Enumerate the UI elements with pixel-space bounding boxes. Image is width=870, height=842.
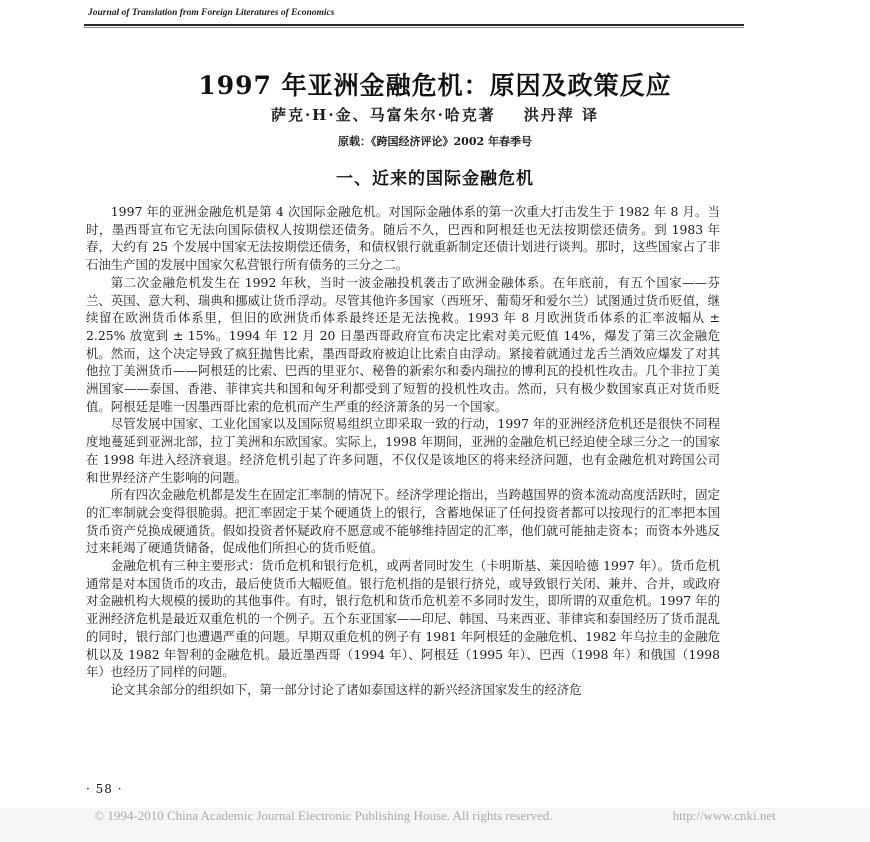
article-body — [86, 203, 720, 699]
footer — [0, 808, 870, 824]
source-note: 原载：《跨国经济评论》2002 年春季号 — [338, 135, 532, 148]
page-number: · 58 · — [86, 782, 123, 796]
paragraph: 第二次金融危机发生在 1992 年秋，当时一波金融投机袭击了欧洲金融体系。在年底前，有五个国家——芬兰、英国、意大利、瑞典和挪威让货币浮动。尽管其他许多国家（西班牙、葡萄牙和爱尔兰）试图通过货币贬值，继续留在欧洲货币体系里，但旧的欧洲货币体系最终还是无法挽救。1993 年 8 月欧洲货币体系的汇率波幅从 ± 2.25% 放宽到 ± 15%。1994 年 12 月 20 日墨西哥政府宣布决定比索对美元贬值 14%，爆发了第三次金融危机。然而，这个决定导致了疯狂抛售比索，墨西哥政府被迫让比索自由浮动。紧接着就通过龙舌兰酒效应爆发了对其他拉丁美洲货币——阿根廷的比索、巴西的里亚尔、秘鲁的新索尔和委内瑞拉的博利瓦的投机性攻击。几个非拉丁美洲国家——泰国、香港、菲律宾共和国和匈牙利都受到了短暂的投机性攻击。然而，只有极少数国家真正对货币贬值。阿根廷是唯一因墨西哥比索的危机而产生严重的经济萧条的另一个国家。 — [86, 274, 720, 414]
byline — [60, 104, 810, 125]
paragraph: 论文其余部分的组织如下，第一部分讨论了诸如泰国这样的新兴经济国家发生的经济危 — [110, 681, 582, 697]
translator: 洪丹萍 译 — [523, 106, 600, 124]
paragraph: 金融危机有三种主要形式：货币危机和银行危机，或两者同时发生（卡明斯基、莱因哈德 1997 年）。货币危机通常是对本国货币的攻击，最后使货币大幅贬值。银行危机指的是银行挤兑，或导致银行关闭、兼并、合并，或政府对金融机构大规模的援助的其他事件。有时，银行危机和货币危机差不多同时发生，即所谓的双重危机。1997 年的亚洲经济危机是最近双重危机的一个例子。五个东亚国家——印尼、韩国、马来西亚、菲律宾和泰国经历了货币混乱的同时，银行部门也遭遇严重的问题。早期双重危机的例子有 1981 年阿根廷的金融危机、1982 年乌拉圭的金融危机以及 1982 年智利的金融危机。最近墨西哥（1994 年）、阿根廷（1995 年）、巴西（1998 年）和俄国（1998 年）也经历了同样的问题。 — [86, 558, 720, 680]
paragraph: 所有四次金融危机都是发生在固定汇率制的情况下。经济学理论指出，当跨越国界的资本流动高度活跃时，固定的汇率制就会变得很脆弱。把汇率固定于某个硬通货上的银行，含蓄地保证了任何投资者都可以按现行的汇率把本国货币资产兑换成硬通货。假如投资者怀疑政府不愿意或不能够维持固定的汇率，他们就可能抽走资本；而资本外逃反过来耗竭了硬通货储备，促成他们所担心的货币贬值。 — [86, 487, 720, 556]
header-rule — [84, 24, 744, 26]
header-rule-thin — [84, 27, 744, 28]
section-heading: 一、近来的国际金融危机 — [336, 169, 534, 189]
paragraph: 1997 年的亚洲金融危机是第 4 次国际金融危机。对国际金融体系的第一次重大打击发生于 1982 年 8 月。当时，墨西哥宣布它无法向国际债权人按期偿还债务。随后不久，巴西和阿根廷也无法按期偿还债务。到 1983 年春，大约有 25 个发展中国家无法按期偿还债务，和债权银行就重新制定还债计划进行谈判。那时，这些国家占了非石油生产国的发展中国家欠私营银行所有债务的三分之二。 — [86, 204, 720, 273]
article-title: 1997 年亚洲金融危机：原因及政策反应 — [198, 71, 672, 100]
journal-header: Journal of Translation from Foreign Literatures of Economics — [88, 8, 335, 18]
authors: 萨克·H·金、马富朱尔·哈克著 — [270, 106, 496, 124]
footer-url: http://www.cnki.net — [672, 808, 776, 823]
paragraph: 尽管发展中国家、工业化国家以及国际贸易组织立即采取一致的行动，1997 年的亚洲经济危机还是很快不同程度地蔓延到亚洲北部，拉丁美洲和东欧国家。实际上，1998 年期间，亚洲的金融危机已经迫使全球三分之一的国家在 1998 年进入经济衰退。经济危机引起了许多问题，不仅仅是该地区的将来经济问题，也有金融危机对跨国公司和世界经济产生影响的问题。 — [86, 416, 720, 485]
footer-copyright: © 1994-2010 China Academic Journal Electronic Publishing House. All rights reserved. — [94, 808, 553, 823]
